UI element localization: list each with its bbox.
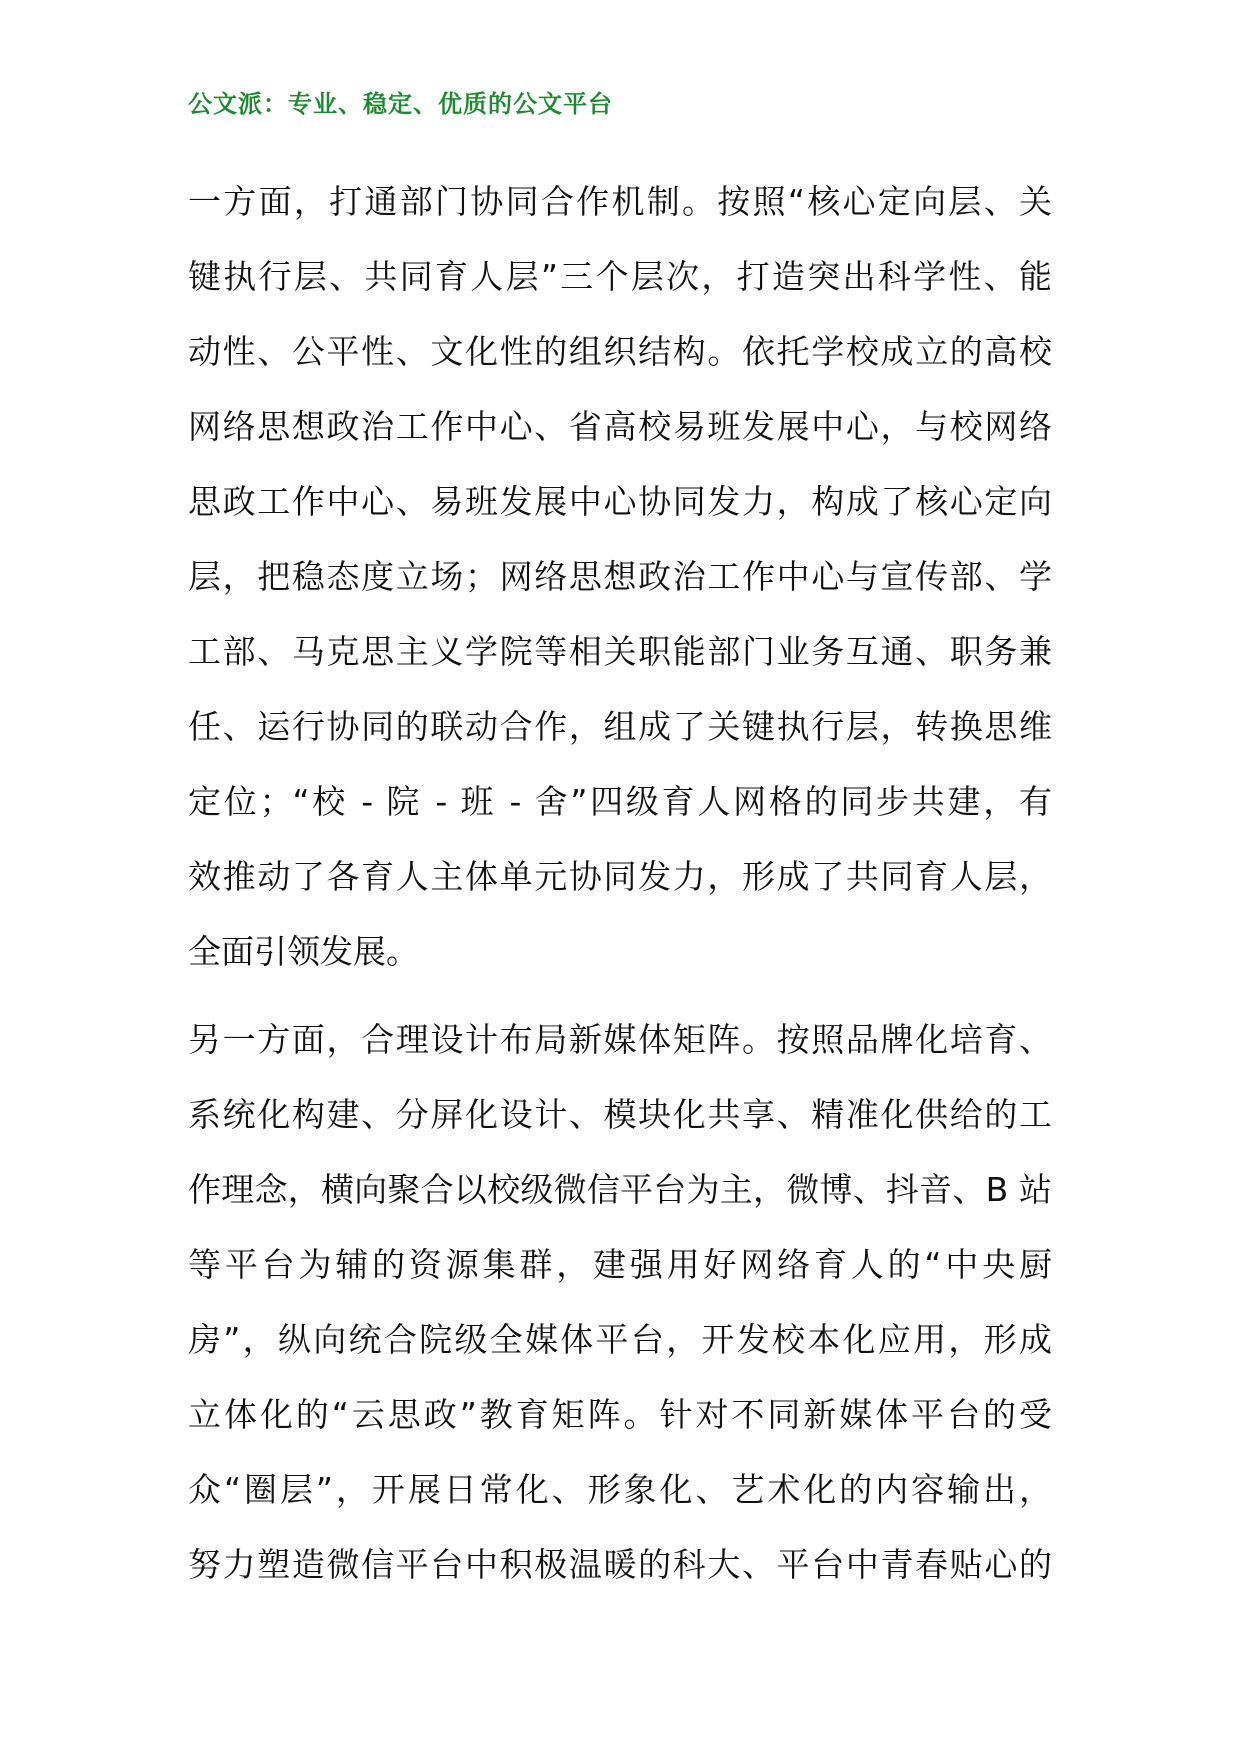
paragraph-2 xyxy=(188,1002,1052,1602)
text-line: 网络思想政治工作中心、省高校易班发展中心，与校网络 xyxy=(188,407,1052,446)
document-body xyxy=(188,164,1052,1615)
text-line: 全面引领发展。 xyxy=(188,932,419,971)
text-line: 键执行层、共同育人层”三个层次，打造突出科学性、能 xyxy=(188,257,1052,296)
text-line: 房”，纵向统合院级全媒体平台，开发校本化应用，形成 xyxy=(188,1320,1052,1359)
text-line: 层，把稳态度立场；网络思想政治工作中心与宣传部、学 xyxy=(188,557,1052,596)
text-line: 众“圈层”，开展日常化、形象化、艺术化的内容输出， xyxy=(188,1470,1052,1509)
text-line: 等平台为辅的资源集群，建强用好网络育人的“中央厨 xyxy=(188,1245,1052,1284)
text-line: 定位；“校 - 院 - 班 - 舍”四级育人网格的同步共建，有 xyxy=(188,782,1052,821)
text-line: 动性、公平性、文化性的组织结构。依托学校成立的高校 xyxy=(188,332,1052,371)
text-line: 另一方面，合理设计布局新媒体矩阵。按照品牌化培育、 xyxy=(188,1020,1052,1059)
text-line: 立体化的“云思政”教育矩阵。针对不同新媒体平台的受 xyxy=(188,1395,1052,1434)
text-line: 系统化构建、分屏化设计、模块化共享、精准化供给的工 xyxy=(188,1095,1052,1134)
text-line: 任、运行协同的联动合作，组成了关键执行层，转换思维 xyxy=(188,707,1052,746)
text-line: 思政工作中心、易班发展中心协同发力，构成了核心定向 xyxy=(188,482,1052,521)
paragraph-1 xyxy=(188,164,1052,989)
text-line: 一方面，打通部门协同合作机制。按照“核心定向层、关 xyxy=(188,182,1052,221)
header-title: 公文派：专业、稳定、优质的公文平台 xyxy=(188,90,613,118)
text-line: 工部、马克思主义学院等相关职能部门业务互通、职务兼 xyxy=(188,632,1052,671)
text-line: 努力塑造微信平台中积极温暖的科大、平台中青春贴心的 xyxy=(188,1545,1052,1584)
text-line: 作理念，横向聚合以校级微信平台为主，微博、抖音、B 站 xyxy=(188,1170,1052,1209)
text-line: 效推动了各育人主体单元协同发力，形成了共同育人层， xyxy=(188,857,1052,896)
